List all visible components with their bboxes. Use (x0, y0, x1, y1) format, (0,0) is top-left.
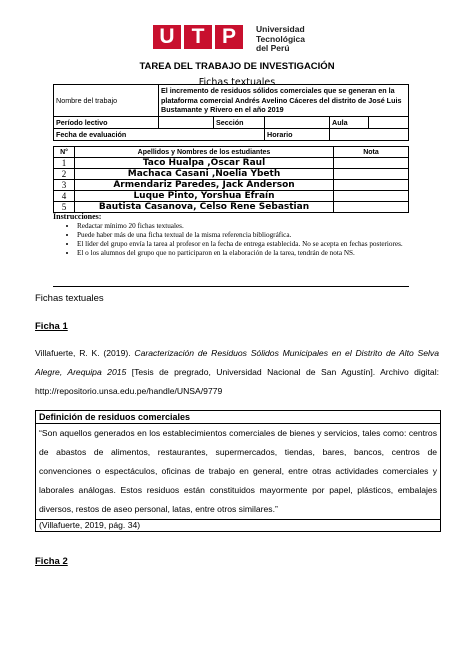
instructions-list (53, 222, 433, 258)
student-grade (334, 158, 409, 169)
logo-university-name (256, 25, 305, 54)
students-table (53, 146, 409, 213)
aula-label: Aula (330, 116, 369, 128)
student-name: Luque Pinto, Yorshua Efraín (75, 191, 334, 202)
divider (53, 286, 409, 287)
student-grade (334, 169, 409, 180)
logo-line-1: Universidad (256, 24, 305, 34)
seccion-label: Sección (214, 116, 265, 128)
instruction-item: • El líder del grupo envía la tarea al profesor en la fecha de entrega establecida. No se acepta en fechas posteriores. (77, 240, 433, 249)
table-row (54, 169, 409, 180)
table-row (54, 202, 409, 213)
student-name: Machaca Casani ,Noelia Ybeth (75, 169, 334, 180)
logo-line-2: Tecnológica (256, 33, 305, 44)
page-title: TAREA DEL TRABAJO DE INVESTIGACIÓN (139, 61, 335, 72)
row-number: 5 (54, 202, 75, 213)
reference-author: Villafuerte, R. K. (2019). (35, 348, 135, 358)
reference-title: Caracterización de Residuos Sólidos Municipales en el Distrito de Alto Selva Alegre, Arequipa 2015 (35, 348, 439, 377)
row-number: 3 (54, 180, 75, 191)
student-name: Bautista Casanova, Celso Rene Sebastian (75, 202, 334, 213)
reference-text (35, 344, 439, 401)
instruction-item: • El o los alumnos del grupo que no participaron en la elaboración de la tarea, tendrán de nota NS. (77, 249, 433, 258)
ficha-2-heading: Ficha 2 (35, 556, 68, 567)
logo-letter-t: T (184, 25, 212, 49)
student-grade (334, 180, 409, 191)
student-grade (334, 191, 409, 202)
student-name: Taco Hualpa ,Oscar Raul (75, 158, 334, 169)
info-table (53, 84, 409, 141)
page-subtitle: Fichas textuales (198, 77, 276, 88)
student-grade (334, 202, 409, 213)
nombre-label: Nombre del trabajo (54, 85, 159, 117)
reference-rest: [Tesis de pregrado, Universidad Nacional de San Agustín]. Archivo digital: http://repositorio.unsa.edu.pe/handle/UNSA/9779 (35, 367, 439, 396)
quote-box (35, 410, 441, 532)
quote-text: “Son aquellos generados en los establecimientos comerciales de bienes y servicios, tales como: centros de abastos de alimentos, restaurantes, supermercados, tiendas, bares, bancos, centros de convenciones o espectáculos, oficinas de trabajo en general, entre otras actividades comerciales y laborales análogas. Estos residuos están constituidos mayormente por papel, plásticos, embalajes diversos, restos de aseo personal, latas, entre otros similares.” (39, 428, 437, 514)
col-num-header: N° (54, 147, 75, 158)
utp-logo (153, 25, 243, 49)
ficha-1-heading: Ficha 1 (35, 321, 68, 332)
instruction-item: • Puede haber más de una ficha textual de la misma referencia bibliográfica. (77, 231, 433, 240)
student-name: Armendariz Paredes, Jack Anderson (75, 180, 334, 191)
table-row (54, 180, 409, 191)
logo-letter-p: P (215, 25, 243, 49)
row-number: 4 (54, 191, 75, 202)
horario-label: Horario (265, 128, 330, 140)
col-names-header: Apellidos y Nombres de los estudiantes (75, 147, 334, 158)
periodo-value (159, 116, 214, 128)
row-number: 1 (54, 158, 75, 169)
table-row (54, 191, 409, 202)
instruction-item: • Redactar mínimo 20 fichas textuales. (77, 222, 433, 231)
quote-citation: (Villafuerte, 2019, pág. 34) (36, 519, 440, 531)
logo-letter-u: U (153, 25, 181, 49)
col-nota-header: Nota (334, 147, 409, 158)
section-title: Fichas textuales (35, 293, 104, 304)
logo-line-3: del Perú (256, 43, 290, 53)
fecha-label: Fecha de evaluación (54, 128, 265, 140)
seccion-value (265, 116, 330, 128)
nombre-value: El incremento de residuos sólidos comerciales que se generan en la plataforma comercial Andrés Avelino Cáceres del distrito de José Luis Bustamante y Rivero en el año 2019 (159, 85, 409, 117)
quote-heading: Definición de residuos comerciales (36, 411, 440, 424)
periodo-label: Período lectivo (54, 116, 159, 128)
aula-value (369, 116, 409, 128)
horario-value (330, 128, 409, 140)
row-number: 2 (54, 169, 75, 180)
instructions-title: Instrucciones: (53, 212, 102, 221)
table-row (54, 158, 409, 169)
